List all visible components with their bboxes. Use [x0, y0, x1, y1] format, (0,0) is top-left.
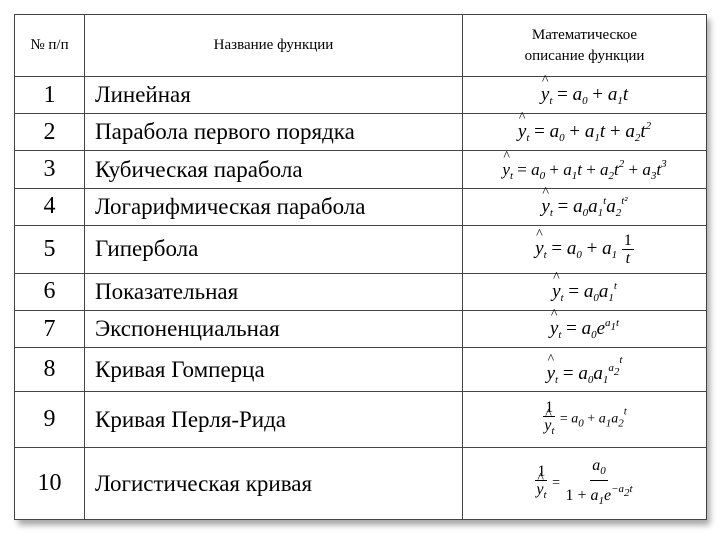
row-num: 2 [15, 114, 85, 151]
row-num: 7 [15, 311, 85, 348]
header-formula-line1: Математическое [531, 26, 638, 43]
table-row [15, 448, 707, 520]
row-name: Экспоненциальная [85, 311, 463, 348]
table-row [15, 188, 707, 225]
table-row [15, 273, 707, 310]
row-num: 4 [15, 188, 85, 225]
row-num: 6 [15, 273, 85, 310]
row-name: Кривая Перля-Рида [85, 392, 463, 448]
header-num: № п/п [15, 15, 85, 77]
row-name: Кривая Гомперца [85, 348, 463, 392]
linear-formula: ^ $y_t = a_0 + a_1t$ [463, 77, 707, 114]
table-row [15, 151, 707, 188]
exponential-formula: ^ $y_t = a_0e^{a_1t}$ [463, 311, 707, 348]
row-num: 3 [15, 151, 85, 188]
parabola-formula: ^ $y_t = a_0 + a_1t + a_2t^2$ [463, 114, 707, 151]
table-header-row [15, 15, 707, 77]
row-num: 9 [15, 392, 85, 448]
header-name: Название функции [85, 15, 463, 77]
row-num: 8 [15, 348, 85, 392]
functions-table [14, 14, 707, 520]
table-row [15, 225, 707, 273]
row-name: Логистическая кривая [85, 448, 463, 520]
hyperbola-formula: ^ $y_t = a_0 + a_1$ $\frac{1}{t}$ [463, 225, 707, 273]
row-name: Кубическая парабола [85, 151, 463, 188]
table-row [15, 392, 707, 448]
functions-table-frame [14, 14, 706, 520]
row-name: Гипербола [85, 225, 463, 273]
row-name: Логарифмическая парабола [85, 188, 463, 225]
row-num: 1 [15, 77, 85, 114]
pearl-reed-formula: 1 ^ $y_t$ = $a_0 + a_1a_2^t$ [463, 392, 707, 448]
logistic-formula: 1 ^ $y_t$ = $\frac{a_0}{1 + a_1e^{-a_2t}}$ [463, 448, 707, 520]
exponential-power-formula: ^ $y_t = a_0a_1^t$ [463, 273, 707, 310]
table-row [15, 348, 707, 392]
table-row [15, 114, 707, 151]
row-num: 5 [15, 225, 85, 273]
header-formula-line2: описание функции [524, 47, 645, 64]
row-num: 10 [15, 448, 85, 520]
row-name: Парабола первого порядка [85, 114, 463, 151]
cubic-formula: ^ $y_t = a_0 + a_1t + a_2t^2 + a_3t^3$ [463, 151, 707, 188]
row-name: Показательная [85, 273, 463, 310]
row-name: Линейная [85, 77, 463, 114]
log-parabola-formula: ^ $y_t = a_0a_1^ta_2^{t^2}$ [463, 188, 707, 225]
table-row [15, 311, 707, 348]
gompertz-formula: ^ $y_t = a_0a_1^{a_2^t}$ [463, 348, 707, 392]
table-row [15, 77, 707, 114]
header-formula [463, 15, 707, 77]
